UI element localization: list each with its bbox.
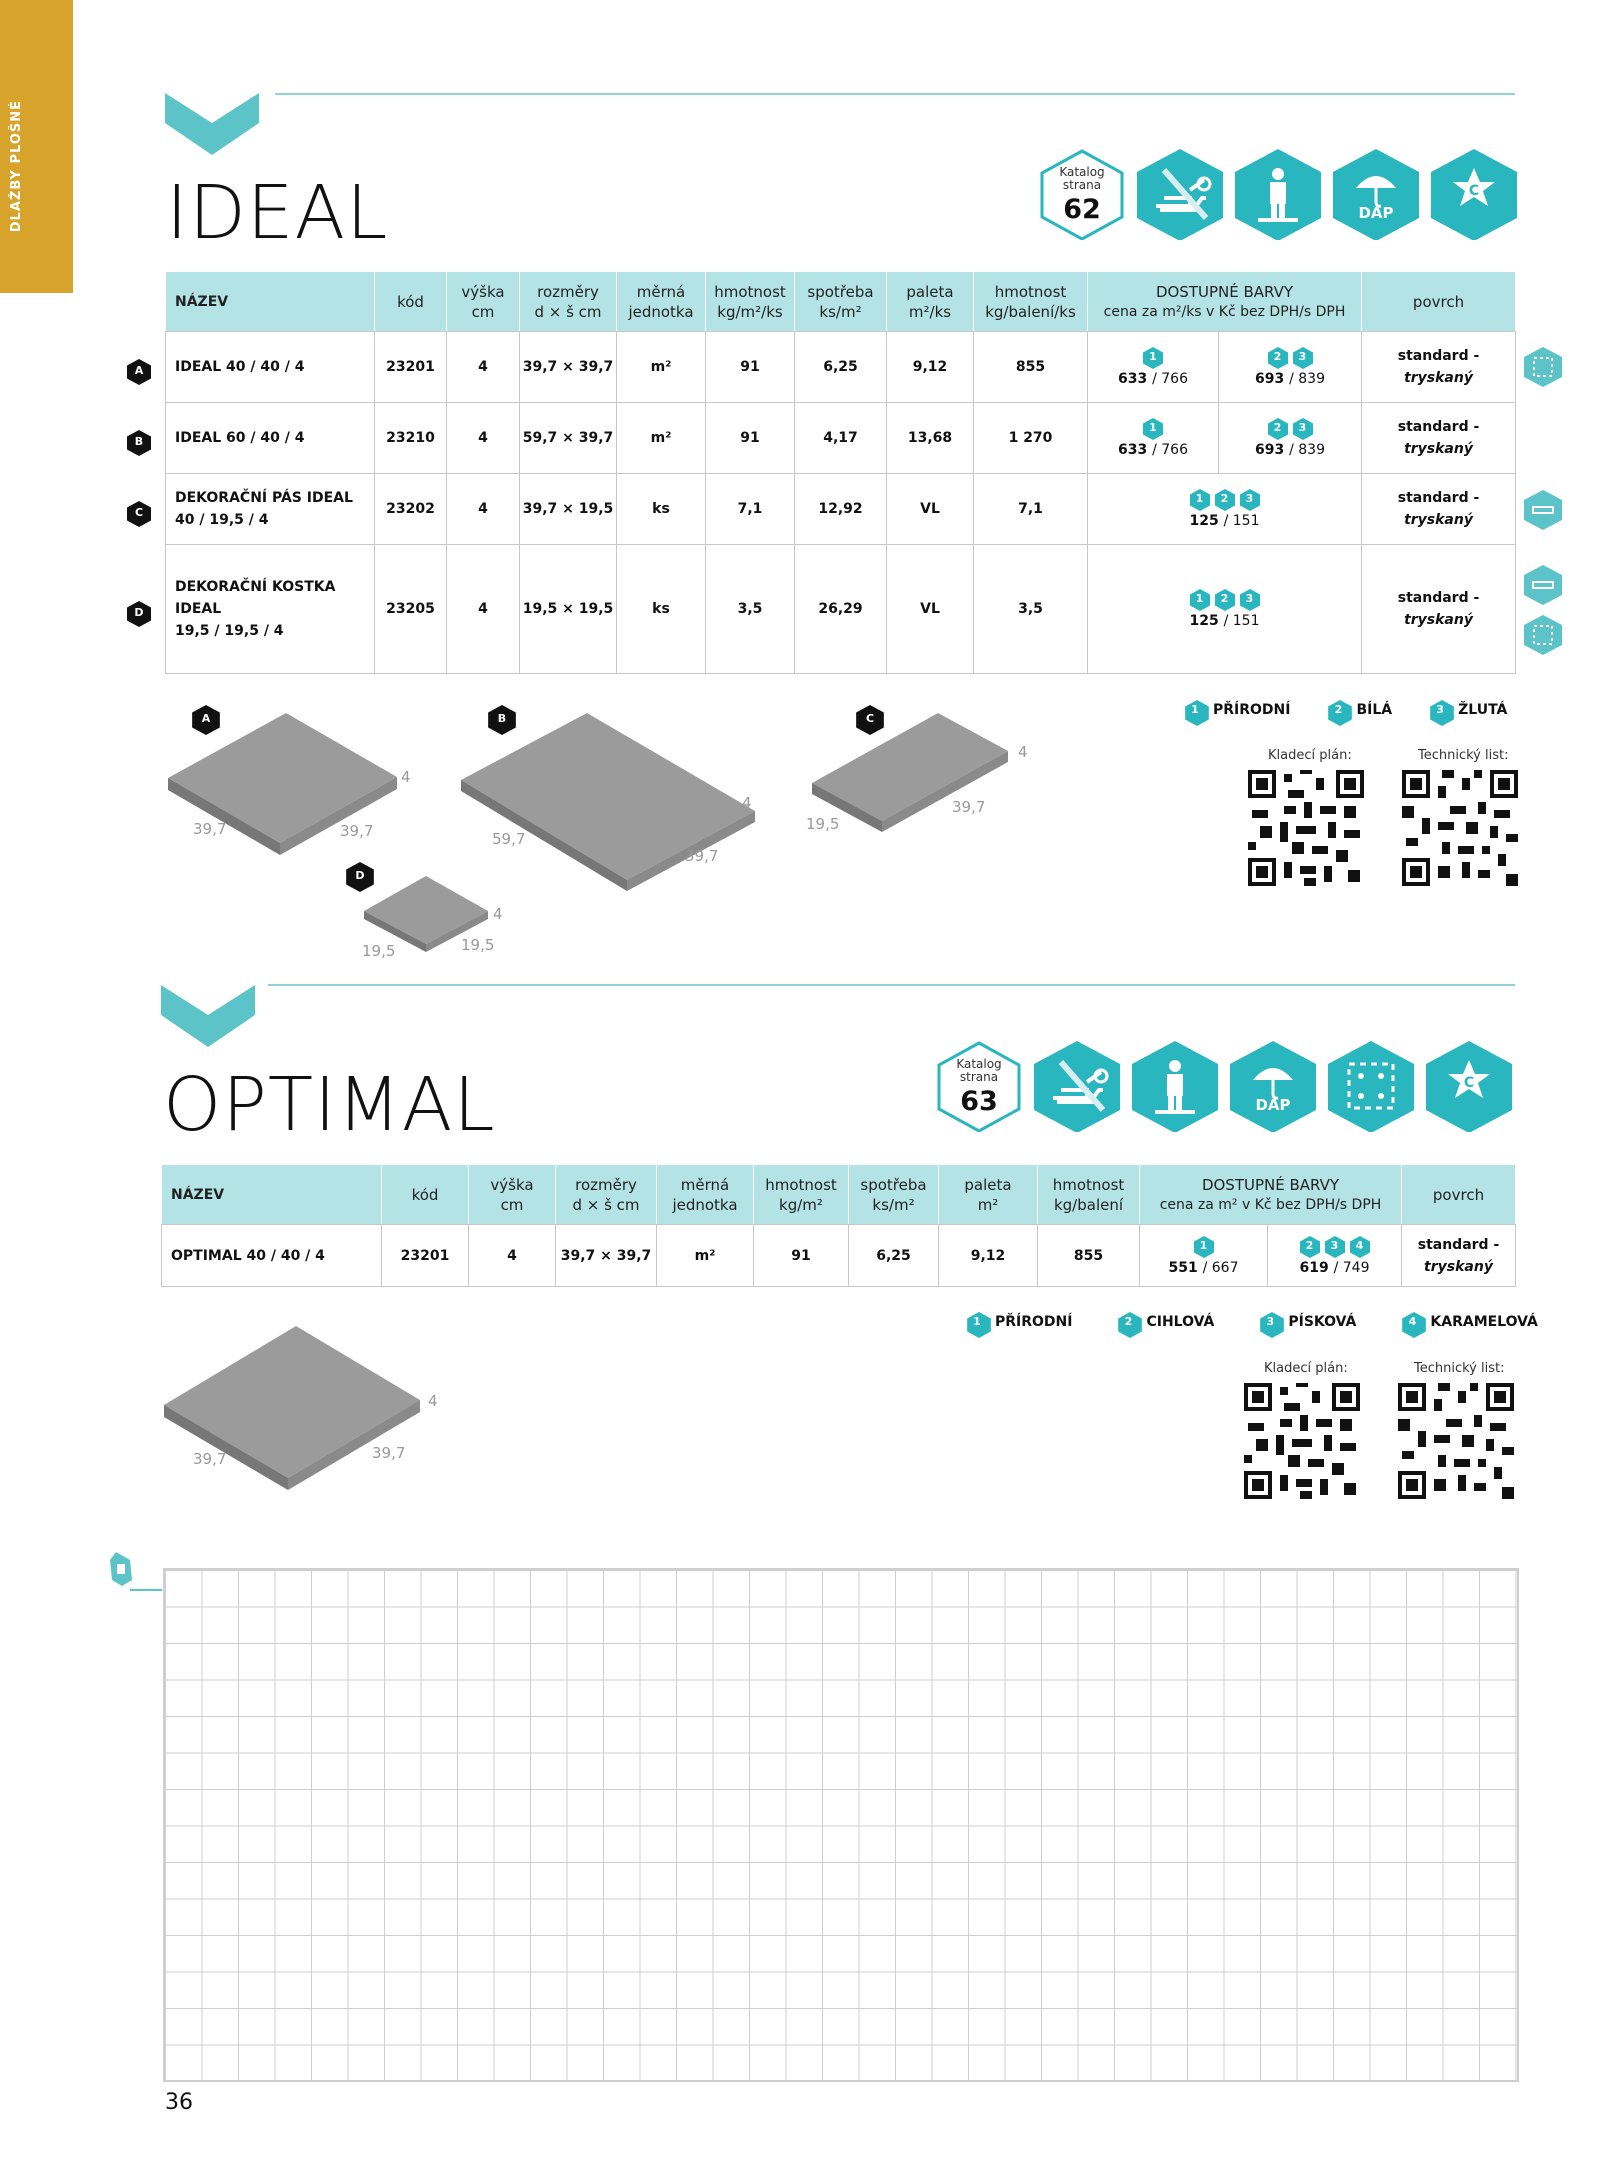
product-dims: 59,7 × 39,7: [520, 403, 617, 474]
color-dot: 3: [1240, 589, 1260, 609]
color-legend: [1185, 700, 1507, 720]
product-code: 23201: [375, 332, 447, 403]
product-pack-weight: 855: [974, 332, 1088, 403]
color-dot: 2: [1300, 1236, 1320, 1256]
dimension-label: 4: [428, 1392, 438, 1410]
row-marker: C: [127, 501, 151, 525]
tile-drawing-c: [808, 705, 1018, 835]
color-dot: 1: [1185, 700, 1205, 720]
color-dot: 3: [1240, 489, 1260, 509]
person-icon: [1232, 148, 1324, 240]
product-height: 4: [447, 474, 520, 545]
page-number: 36: [165, 2090, 193, 2115]
col-pack-weight: hmotnost kg/balení/ks: [974, 272, 1088, 332]
color-price-cell: 2 3 693 / 839: [1219, 332, 1362, 403]
product-usage: 4,17: [795, 403, 887, 474]
catalog-page-number: 62: [1063, 194, 1101, 225]
qr-code-icon[interactable]: [1244, 1383, 1360, 1499]
col-dims: rozměry d × š cm: [520, 272, 617, 332]
product-pack-weight: 855: [1038, 1225, 1140, 1287]
product-unit: m²: [617, 332, 706, 403]
qr-code-icon[interactable]: [1402, 770, 1518, 886]
product-surface: standard - tryskaný: [1402, 1225, 1516, 1287]
col-pallet: paleta m²/ks: [887, 272, 974, 332]
color-price-cell: 1 633 / 766: [1088, 332, 1219, 403]
color-dot: 3: [1260, 1312, 1280, 1332]
product-dims: 39,7 × 39,7: [556, 1225, 657, 1287]
dimension-label: 4: [493, 905, 503, 923]
product-weight: 91: [754, 1225, 849, 1287]
product-pack-weight: 3,5: [974, 545, 1088, 674]
product-pallet: VL: [887, 545, 974, 674]
col-code: kód: [382, 1165, 469, 1225]
ideal-spec-table: [165, 271, 1516, 674]
col-colors-title: DOSTUPNÉ BARVY: [1201, 1175, 1340, 1194]
product-height: 4: [447, 545, 520, 674]
pattern-icon: [1325, 1040, 1417, 1132]
product-weight: 3,5: [706, 545, 795, 674]
product-title-optimal: OPTIMAL: [163, 1062, 496, 1148]
section-tab-label: DLAŽBY PLOŠNÉ: [9, 100, 24, 233]
dap-label: DAP: [1255, 1096, 1291, 1114]
divider-line: [275, 93, 1515, 95]
legend-item: 3 ŽLUTÁ: [1430, 700, 1507, 720]
col-dims: rozměry d × š cm: [556, 1165, 657, 1225]
color-price-cell: 1 633 / 766: [1088, 403, 1219, 474]
table-row: [166, 545, 1516, 674]
product-name: IDEAL 40 / 40 / 4: [166, 332, 375, 403]
color-dot: 1: [1190, 489, 1210, 509]
table-row: [162, 1225, 1516, 1287]
chevron-down-icon: [165, 93, 259, 157]
product-height: 4: [447, 403, 520, 474]
tile-marker: D: [346, 862, 374, 890]
dimension-label: 39,7: [952, 798, 986, 816]
dimension-label: 59,7: [492, 830, 526, 848]
product-pallet: 9,12: [887, 332, 974, 403]
color-dot: 3: [1293, 418, 1313, 438]
table-row: [166, 332, 1516, 403]
product-usage: 6,25: [795, 332, 887, 403]
color-price-cell: 2 3 4 619 / 749: [1268, 1225, 1402, 1287]
pen-icon: [108, 1550, 164, 1598]
dimension-label: 4: [742, 794, 752, 812]
product-pallet: 13,68: [887, 403, 974, 474]
product-name: OPTIMAL 40 / 40 / 4: [162, 1225, 382, 1287]
color-dot: 2: [1268, 347, 1288, 367]
color-dot: 2: [1268, 418, 1288, 438]
qr-code-icon[interactable]: [1248, 770, 1364, 886]
legend-item: 3 PÍSKOVÁ: [1260, 1312, 1356, 1332]
col-colors-sub: cena za m² v Kč bez DPH/s DPH: [1159, 1196, 1382, 1213]
col-weight: hmotnost kg/m²/ks: [706, 272, 795, 332]
product-pack-weight: 7,1: [974, 474, 1088, 545]
catalog-page-number: 63: [960, 1086, 998, 1117]
pneu-vehicle-icon: [1031, 1040, 1123, 1132]
laying-plan-label: Kladecí plán:: [1264, 1361, 1348, 1376]
tile-marker: B: [488, 705, 516, 733]
color-dot: 2: [1215, 589, 1235, 609]
product-surface: standard - tryskaný: [1362, 403, 1516, 474]
no-bevel-icon: [1522, 564, 1564, 606]
col-surface: povrch: [1362, 272, 1516, 332]
product-height: 4: [447, 332, 520, 403]
product-unit: ks: [617, 545, 706, 674]
notes-grid[interactable]: [163, 1568, 1519, 2082]
catalog-page-badge[interactable]: [933, 1040, 1025, 1132]
product-surface: standard - tryskaný: [1362, 332, 1516, 403]
product-height: 4: [469, 1225, 556, 1287]
col-pack-weight: hmotnost kg/balení: [1038, 1165, 1140, 1225]
dap-umbrella-icon: [1227, 1040, 1319, 1132]
color-dot: 4: [1402, 1312, 1422, 1332]
color-price-cell: 2 3 693 / 839: [1219, 403, 1362, 474]
col-colors-title: DOSTUPNÉ BARVY: [1155, 282, 1294, 301]
product-name: DEKORAČNÍ KOSTKA IDEAL 19,5 / 19,5 / 4: [166, 545, 375, 674]
legend-item: 1 PŘÍRODNÍ: [1185, 700, 1290, 720]
catalog-label: Katalog strana: [956, 1057, 1002, 1084]
legend-item: 2 CIHLOVÁ: [1118, 1312, 1214, 1332]
product-code: 23205: [375, 545, 447, 674]
qr-code-icon[interactable]: [1398, 1383, 1514, 1499]
dimension-label: 4: [401, 768, 411, 786]
col-surface: povrch: [1402, 1165, 1516, 1225]
col-height: výška cm: [469, 1165, 556, 1225]
tech-sheet-label: Technický list:: [1414, 1361, 1505, 1376]
product-unit: m²: [617, 403, 706, 474]
table-row: [166, 403, 1516, 474]
product-dims: 39,7 × 19,5: [520, 474, 617, 545]
color-dot: 2: [1118, 1312, 1138, 1332]
color-dot: 4: [1350, 1236, 1370, 1256]
product-weight: 91: [706, 403, 795, 474]
divider-line: [268, 984, 1515, 986]
color-price-cell: 1 2 3 125 / 151: [1088, 474, 1362, 545]
certificate-icon: [1423, 1040, 1515, 1132]
col-name: NÁZEV: [162, 1165, 382, 1225]
dimension-label: 19,5: [461, 936, 495, 954]
color-dot: 2: [1215, 489, 1235, 509]
product-usage: 12,92: [795, 474, 887, 545]
optimal-spec-table: [161, 1164, 1516, 1287]
laying-plan-label: Kladecí plán:: [1268, 748, 1352, 763]
pattern-icon: [1522, 614, 1564, 656]
product-code: 23202: [375, 474, 447, 545]
table-row: [166, 474, 1516, 545]
col-pallet: paleta m²: [939, 1165, 1038, 1225]
color-legend: [967, 1312, 1538, 1332]
tech-sheet-label: Technický list:: [1418, 748, 1509, 763]
no-bevel-icon: [1522, 489, 1564, 531]
catalog-label: Katalog strana: [1059, 165, 1105, 192]
product-name: DEKORAČNÍ PÁS IDEAL 40 / 19,5 / 4: [166, 474, 375, 545]
svg-text:C: C: [1463, 1075, 1475, 1091]
catalog-page-badge[interactable]: [1036, 148, 1128, 240]
product-surface: standard - tryskaný: [1362, 474, 1516, 545]
col-height: výška cm: [447, 272, 520, 332]
color-dot: 1: [1143, 418, 1163, 438]
color-dot: 1: [1194, 1236, 1214, 1256]
certificate-icon: [1428, 148, 1520, 240]
color-dot: 3: [1293, 347, 1313, 367]
row-marker: B: [127, 430, 151, 454]
col-colors: [1088, 272, 1362, 332]
col-colors-sub: cena za m²/ks v Kč bez DPH/s DPH: [1103, 303, 1346, 320]
badge-row: [933, 1040, 1515, 1132]
col-unit: měrná jednotka: [657, 1165, 754, 1225]
dap-umbrella-icon: [1330, 148, 1422, 240]
col-usage: spotřeba ks/m²: [795, 272, 887, 332]
product-pallet: VL: [887, 474, 974, 545]
person-icon: [1129, 1040, 1221, 1132]
product-unit: ks: [617, 474, 706, 545]
legend-item: 1 PŘÍRODNÍ: [967, 1312, 1072, 1332]
legend-item: 4 KARAMELOVÁ: [1402, 1312, 1537, 1332]
col-code: kód: [375, 272, 447, 332]
col-name: NÁZEV: [166, 272, 375, 332]
col-colors: [1140, 1165, 1402, 1225]
product-dims: 39,7 × 39,7: [520, 332, 617, 403]
color-dot: 1: [1143, 347, 1163, 367]
color-dot: 1: [967, 1312, 987, 1332]
product-weight: 7,1: [706, 474, 795, 545]
product-name: IDEAL 60 / 40 / 4: [166, 403, 375, 474]
color-dot: 2: [1328, 700, 1348, 720]
product-weight: 91: [706, 332, 795, 403]
dimension-label: 39,7: [340, 822, 374, 840]
pneu-vehicle-icon: [1134, 148, 1226, 240]
row-marker: D: [127, 601, 151, 625]
dimension-label: 39,7: [372, 1444, 406, 1462]
chevron-down-icon: [161, 985, 255, 1049]
product-code: 23201: [382, 1225, 469, 1287]
dimension-label: 39,7: [193, 1450, 227, 1468]
dimension-label: 19,5: [806, 815, 840, 833]
color-dot: 1: [1190, 589, 1210, 609]
product-unit: m²: [657, 1225, 754, 1287]
svg-text:C: C: [1468, 183, 1480, 199]
product-code: 23210: [375, 403, 447, 474]
color-dot: 3: [1430, 700, 1450, 720]
product-surface: standard - tryskaný: [1362, 545, 1516, 674]
col-unit: měrná jednotka: [617, 272, 706, 332]
color-price-cell: 1 551 / 667: [1140, 1225, 1268, 1287]
product-title-ideal: IDEAL: [166, 170, 389, 256]
col-weight: hmotnost kg/m²: [754, 1165, 849, 1225]
dimension-label: 39,7: [193, 820, 227, 838]
color-dot: 3: [1325, 1236, 1345, 1256]
pattern-icon: [1522, 346, 1564, 388]
product-dims: 19,5 × 19,5: [520, 545, 617, 674]
dimension-label: 19,5: [362, 942, 396, 960]
product-pack-weight: 1 270: [974, 403, 1088, 474]
product-pallet: 9,12: [939, 1225, 1038, 1287]
product-usage: 26,29: [795, 545, 887, 674]
tile-marker: A: [192, 705, 220, 733]
row-marker: A: [127, 359, 151, 383]
dimension-label: 4: [1018, 743, 1028, 761]
badge-row: [1036, 148, 1520, 240]
product-usage: 6,25: [849, 1225, 939, 1287]
dimension-label: 39,7: [685, 847, 719, 865]
section-tab: [0, 0, 73, 293]
legend-item: 2 BÍLÁ: [1328, 700, 1392, 720]
dap-label: DAP: [1358, 204, 1394, 222]
color-price-cell: 1 2 3 125 / 151: [1088, 545, 1362, 674]
col-usage: spotřeba ks/m²: [849, 1165, 939, 1225]
tile-marker: C: [856, 705, 884, 733]
